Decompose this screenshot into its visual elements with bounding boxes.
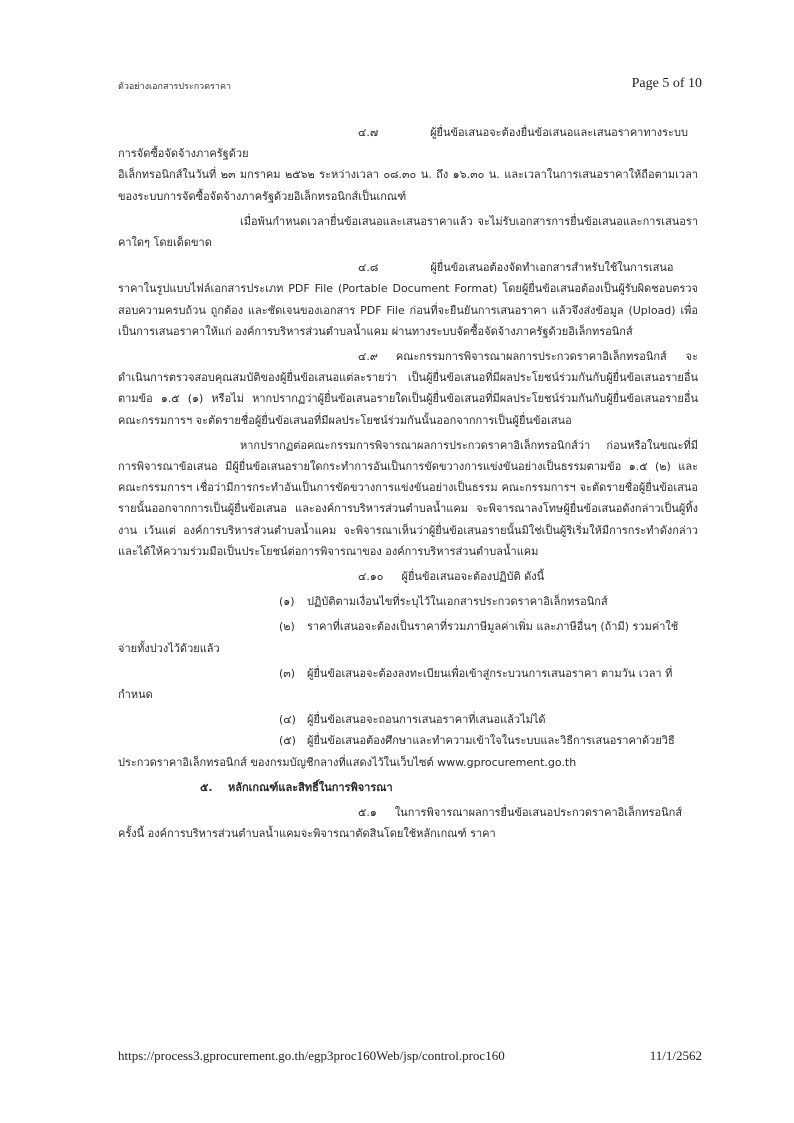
footer-date: 11/1/2562: [649, 1048, 702, 1063]
section-5-heading: [118, 777, 698, 798]
document-body: [118, 122, 698, 845]
item-text: ราคาที่เสนอจะต้องเป็นราคาที่รวมภาษีมูลค่าเพิ่ม และภาษีอื่นๆ (ถ้ามี) รวมค่าใช้: [307, 620, 679, 634]
section-number: ๔.๙: [358, 350, 378, 364]
footer-url: https://process3.gprocurement.go.th/egp3proc160Web/jsp/control.proc160: [118, 1048, 505, 1063]
list-item-continued: ประกวดราคาอิเล็กทรอนิกส์ ของกรมบัญชีกลางที่แสดงไว้ในเว็บไซต์ www.gprocurement.go.th: [118, 755, 577, 769]
section-number: ๔.๘: [358, 261, 379, 275]
section-4-7-paragraph-2: เมื่อพ้นกำหนดเวลายื่นข้อเสนอและเสนอราคาแล้ว จะไม่รับเอกสารการยื่นข้อเสนอและการเสนอราคาใดๆ โดยเด็ดขาด: [118, 214, 698, 250]
list-item: [118, 709, 698, 730]
section-number: ๔.๗: [358, 126, 379, 139]
section-4-10: [118, 566, 698, 587]
list-item-continued: จ่ายทั้งปวงไว้ด้วยแล้ว: [118, 641, 220, 655]
item-number: (๕): [279, 734, 296, 748]
section-text: ผู้ยื่นข้อเสนอต้องจัดทำเอกสารสำหรับใช้ในการเสนอราคาในรูปแบบไฟล์เอกสารประเภท PDF File (Portable Document Format) โดยผู้ยื่นข้อเสนอต้องเป็นผู้รับผิดชอบตรวจสอบความครบถ้วน ถูกต้อง และชัดเจนของเอกสาร PDF File ก่อนที่จะยืนยันการเสนอราคา แล้วจึงส่งข้อมูล (Upload) เพื่อเป็นการเสนอราคาให้แก่ องค์การบริหารส่วนตำบลน้ำแคม ผ่านทางระบบจัดซื้อจัดจ้างภาครัฐด้วยอิเล็กทรอนิกส์: [118, 261, 698, 338]
section-title: ผู้ยื่นข้อเสนอจะต้องปฏิบัติ ดังนี้: [401, 570, 545, 584]
section-number: ๕.๑: [358, 806, 377, 820]
item-number: (๓): [279, 666, 296, 680]
section-title: หลักเกณฑ์และสิทธิ์ในการพิจารณา: [228, 780, 393, 794]
section-4-9-paragraph-2: หากปรากฏต่อคณะกรรมการพิจารณาผลการประกวดราคาอิเล็กทรอนิกส์ว่า ก่อนหรือในขณะที่มีการพิจารณาข้อเสนอ มีผู้ยื่นข้อเสนอรายใดกระทำการอันเป็นการขัดขวางการแข่งขันอย่างเป็นธรรมตามข้อ ๑.๕ (๒) และคณะกรรมการฯ เชื่อว่ามีการกระทำอันเป็นการขัดขวางการแข่งขันอย่างเป็นธรรม คณะกรรมการฯ จะตัดรายชื่อผู้ยื่นข้อเสนอรายนั้นออกจากการเป็นผู้ยื่นข้อเสนอ และองค์การบริหารส่วนตำบลน้ำแคม จะพิจารณาลงโทษผู้ยื่นข้อเสนอดังกล่าวเป็นผู้ทิ้งงาน เว้นแต่ องค์การบริหารส่วนตำบลน้ำแคม จะพิจารณาเห็นว่าผู้ยื่นข้อเสนอรายนั้นมิใช่เป็นผู้ริเริ่มให้มีการกระทำดังกล่าวและได้ให้ความร่วมมือเป็นประโยชน์ต่อการพิจารณาของ องค์การบริหารส่วนตำบลน้ำแคม: [118, 438, 698, 558]
section-4-7: [118, 122, 698, 164]
section-5-1: [118, 802, 698, 844]
section-4-9: [118, 346, 698, 431]
section-4-8: [118, 257, 698, 342]
list-item: [118, 616, 698, 637]
list-item: [118, 591, 698, 612]
section-text: ในการพิจารณาผลการยื่นข้อเสนอประกวดราคาอิเล็กทรอนิกส์ครั้งนี้ องค์การบริหารส่วนตำบลน้ำแคมจะพิจารณาตัดสินโดยใช้หลักเกณฑ์ ราคา: [118, 806, 683, 841]
page-number: Page 5 of 10: [631, 76, 702, 91]
item-text: ปฏิบัติตามเงื่อนไขที่ระบุไว้ในเอกสารประกวดราคาอิเล็กทรอนิกส์: [307, 595, 608, 609]
item-text: ผู้ยื่นข้อเสนอจะต้องลงทะเบียนเพื่อเข้าสู่กระบวนการเสนอราคา ตามวัน เวลา ที่: [307, 666, 673, 680]
section-text: ผู้ยื่นข้อเสนอจะต้องยื่นข้อเสนอและเสนอราคาทางระบบการจัดซื้อจัดจ้างภาครัฐด้วย: [118, 126, 688, 161]
section-4-7-continued: อิเล็กทรอนิกส์ในวันที่ ๒๓ มกราคม ๒๕๖๒ ระหว่างเวลา ๐๘.๓๐ น. ถึง ๑๖.๓๐ น. และเวลาในการเสนอราคาให้ถือตามเวลาของระบบการจัดซื้อจัดจ้างภาครัฐด้วยอิเล็กทรอนิกส์เป็นเกณฑ์: [118, 168, 698, 203]
item-text: ผู้ยื่นข้อเสนอต้องศึกษาและทำความเข้าใจในระบบและวิธีการเสนอราคาด้วยวิธี: [307, 734, 675, 748]
item-number: (๒): [279, 620, 295, 634]
list-item: [118, 730, 698, 751]
section-text: คณะกรรมการพิจารณาผลการประกวดราคาอิเล็กทรอนิกส์ จะดำเนินการตรวจสอบคุณสมบัติของผู้ยื่นข้อเสนอแต่ละรายว่า เป็นผู้ยื่นข้อเสนอที่มีผลประโยชน์ร่วมกันกับผู้ยื่นข้อเสนอรายอื่น ตามข้อ ๑.๕ (๑) หรือไม่ หากปรากฏว่าผู้ยื่นข้อเสนอรายใดเป็นผู้ยื่นข้อเสนอที่มีผลประโยชน์ร่วมกันกับผู้ยื่นข้อเสนอรายอื่น คณะกรรมการฯ จะตัดรายชื่อผู้ยื่นข้อเสนอที่มีผลประโยชน์ร่วมกันนั้นออกจากการเป็นผู้ยื่นข้อเสนอ: [118, 350, 698, 427]
item-number: (๔): [279, 713, 296, 727]
list-item-continued: กำหนด: [118, 688, 153, 702]
section-number: ๔.๑๐: [358, 570, 384, 584]
list-item: [118, 663, 698, 684]
section-number: ๕.: [200, 780, 213, 794]
item-number: (๑): [279, 595, 295, 609]
item-text: ผู้ยื่นข้อเสนอจะถอนการเสนอราคาที่เสนอแล้วไม่ได้: [307, 713, 546, 727]
header-doc-title: ตัวอย่างเอกสารประกวดราคา: [118, 82, 232, 92]
